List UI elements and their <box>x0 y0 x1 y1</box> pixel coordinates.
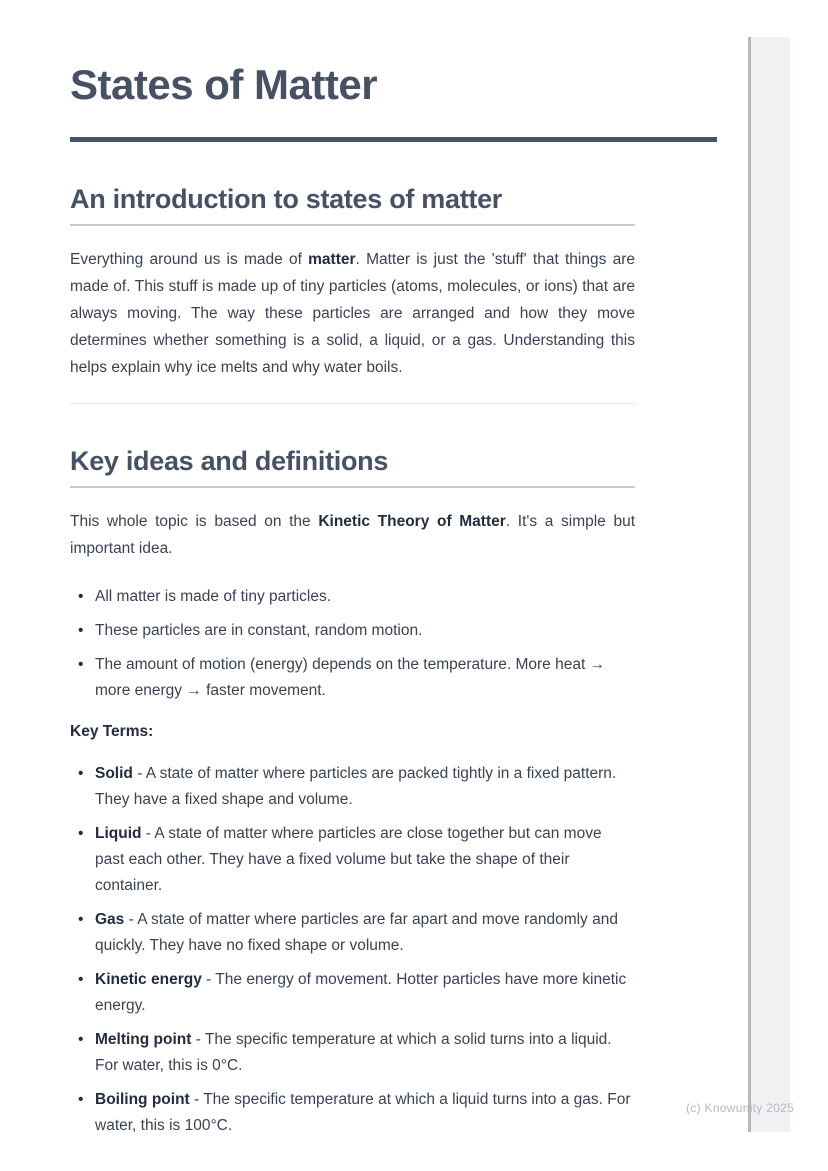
list-item-solid: • Solid - A state of matter where particles are packed tightly in a fixed pattern. They have a fixed shape and volume. <box>70 761 635 813</box>
list-item-boiling-point: • Boiling point - The specific temperature at which a liquid turns into a gas. For water, this is 100°C. <box>70 1087 635 1139</box>
key-ideas-paragraph: This whole topic is based on the Kinetic Theory of Matter. It's a simple but important idea. <box>70 513 636 557</box>
section-key-ideas <box>70 444 635 1139</box>
title-rule <box>70 137 717 142</box>
list-item-liquid: • Liquid - A state of matter where particles are close together but can move past each other. They have a fixed volume but take the shape of their container. <box>70 821 635 899</box>
list-item-gas: • Gas - A state of matter where particles are far apart and move randomly and quickly. They have no fixed shape or volume. <box>70 907 635 959</box>
list-item-melting-point: • Melting point - The specific temperature at which a solid turns into a liquid. For water, this is 0°C. <box>70 1027 635 1079</box>
section-introduction <box>70 182 635 381</box>
key-terms-label: Key Terms: <box>70 723 154 740</box>
intro-paragraph: Everything around us is made of matter. Matter is just the 'stuff' that things are made of. This stuff is made up of tiny particles (atoms, molecules, or ions) that are always moving. The way these particles are arranged and how they move determines whether something is a solid, a liquid, or a gas. Understanding this helps explain why ice melts and why water boils. <box>70 251 635 376</box>
list-item: • All matter is made of tiny particles. <box>70 584 635 610</box>
list-item-kinetic-energy: • Kinetic energy - The energy of movement. Hotter particles have more kinetic energy. <box>70 967 635 1019</box>
list-item: • These particles are in constant, random motion. <box>70 618 635 644</box>
intro-heading: An introduction to states of matter <box>70 184 503 214</box>
page-title: States of Matter <box>70 61 378 108</box>
idea-list <box>70 584 635 704</box>
list-item: • The amount of motion (energy) depends on the temperature. More heat → more energy → faster movement. <box>70 652 635 704</box>
section-divider <box>70 403 635 404</box>
next-page-edge <box>748 37 790 1132</box>
watermark: (c) Knowunity 2025 <box>686 1101 795 1115</box>
key-terms-list <box>70 761 635 1139</box>
key-ideas-heading: Key ideas and definitions <box>70 446 389 476</box>
key-ideas-heading-rule <box>70 486 635 488</box>
page-content <box>70 0 635 1147</box>
intro-heading-rule <box>70 224 635 226</box>
